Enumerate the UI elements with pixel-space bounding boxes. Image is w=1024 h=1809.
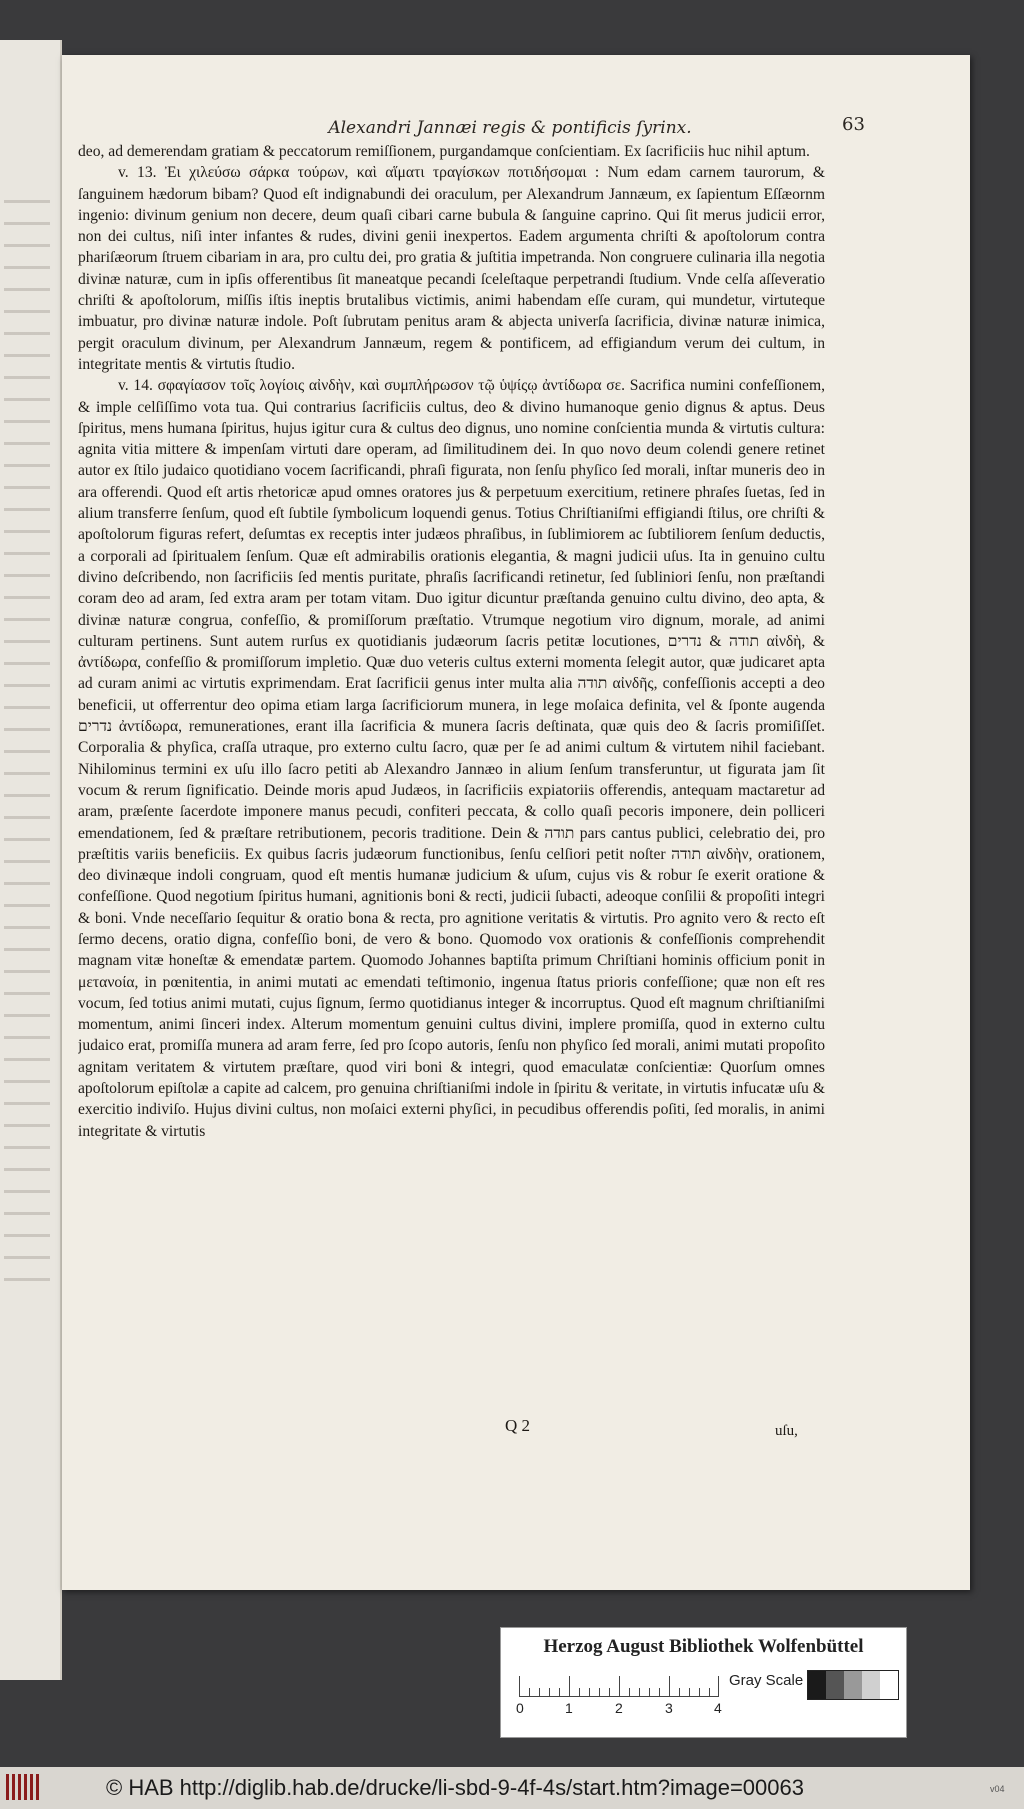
ruler-label: 1	[565, 1700, 573, 1716]
gray-scale-label: Gray Scale	[729, 1672, 804, 1689]
copyright-url[interactable]: © HAB http://diglib.hab.de/drucke/li-sbd-9-4f-4s/start.htm?image=00063	[106, 1775, 804, 1800]
facing-page-text-fragment	[4, 200, 50, 1300]
gray-swatch	[880, 1671, 898, 1699]
ruler-label: 3	[665, 1700, 673, 1716]
gray-swatch	[808, 1671, 826, 1699]
running-head: Alexandri Jannæi regis & pontificis ſyrinx.	[328, 118, 692, 138]
gray-scale-swatches	[807, 1670, 899, 1700]
catchword: uſu,	[775, 1423, 798, 1439]
version-tag: v04	[990, 1784, 1005, 1794]
signature-mark: Q 2	[505, 1416, 531, 1435]
ruler	[516, 1668, 722, 1716]
color-target-card	[500, 1627, 907, 1738]
gray-swatch	[826, 1671, 844, 1699]
ruler-label: 2	[615, 1700, 623, 1716]
page-number: 63	[842, 114, 865, 135]
ruler-label: 4	[714, 1700, 722, 1716]
gray-swatch	[844, 1671, 862, 1699]
body-text	[78, 141, 825, 1421]
paragraph: v. 14. σφαγίασον τοῖς λογίοις αἰνδὴν, καὶ συμπλήρωσον τῷ ὑψίςῳ ἀντίδωρα σε. Sacrifica numini confeſſionem, & imple celſiſſimo vota tua. Qui contrarius ſacrificiis cultus, deo & divino humanoque genio dignus & aptus. Deus ſpiritus, mens humana ſpiritus, hujus igitur cura & cultus deo dignus, uno nomine conſcientia munda & virtutis cultura: agnita vitia mittere & impenſam virtuti dare operam, ad ſimilitudinem dei. In quo novo deum colendi genere retinet autor ex ſtilo judaico quotidiano vocem ſacrificandi, phraſi figurata, non ſenſu phyſico ſed morali, inſtar muneris deo in ara offerendi. Quod eſt artis rhetoricæ apud omnes oratores jus & perpetuum exercitium, retinere phraſes ſuetas, ſed in alium transferre ſenſum, quod eſt ſubtile ſymbolicum loquendi genus. Totius Chriſtianiſmi effigiandi ſtilus, ore chriſti & apoſtolorum figuras refert, deſumtas ex receptis inter judæos phraſibus, in ſublimiorem ac ſubtiliorem ſenſum deductis, a corporali ad ſpiritualem ſenſum. Quæ eſt admirabilis orationis elegantia, & magni judicii uſus. Ita in genuino cultu divino deſcribendo, non ſacrificiis ſed mentis puritate, phraſis ſacrificandi retinetur, ſed ſubliniori ſenſu, non præſtandi coram deo ad aram, ſed extra aram per totam vitam. Duo igitur dicuntur præſtanda genuino cultu divino, deo apta, & divinæ naturæ congrua, confeſſio, & promiſſorum præſtatio. Vtrumque negotium viro dignum, morale, ad animi culturam pertinens. Sunt autem rurſus ex quotidianis judæorum ſacris petitæ locutiones, תודה & נדרים αἰνδὴ, & ἀντίδωρα, confeſſio & promiſſorum impletio. Quæ duo veteris cultus externi momenta ſelegit autor, quæ judicaret apta ad curam animi ac virtutis exprimendam. Erat ſacrificii genus inter multa alia תודה αἰνδῆς, confeſſionis accepti a deo beneficii, ut offerrentur deo opima etiam larga ſacrificiorum munera, in lege moſaica definita, vel & ſponte augenda נדרים ἀντίδωρα, remunerationes, erant illa ſacrificia & munera ſacris deſtinata, quæ quis deo & ſacris promiſiſſet. Corporalia & phyſica, craſſa utraque, pro externo cultu ſacro, quæ per ſe ad animi cultum & virtutem nihil faciebant. Nihilominus termini ex uſu illo ſacro petiti ab Alexandro Jannæo in alium ſenſum transferuntur, ut figurata jam ſit vocum & rerum ſignificatio. Deinde moris apud Judæos, in ſacrificiis expiatoriis offerendis, antequam mactaretur ad aram, præſente ſacerdote imponere manus pecudi, confiteri peccata, & collo quaſi pecoris imponere, dein polliceri emendationem, ſed & præſtare retributionem, pecoris traditione. Dein & תודה pars cantus publici, celebratio dei, pro præſtitis variis beneficiis. Ex quibus ſacris judæorum functionibus, ſenſu celſiori petit noſter תודה αἰνδὴν, orationem, deo divinæque indoli congruam, quod eſt mentis humanæ judicium & uſum, cujus vis & robur ſe exerit oratione & confeſſione. Quod negotium ſpiritus humani, agnitionis boni & recti, judicii ſubacti, adeoque conſilii & propoſiti integri & boni. Vnde neceſſario ſequitur & oratio bona & recta, pro agnitione veritatis & virtutis. Pro agnito vero & recto eſt ſermo decens, oratio digna, confeſſio boni, de vero & bono. Quomodo vox orationis & confeſſionis comprehendit magnam vitæ honeſtæ & emendatæ partem. Quomodo Johannes baptiſta primum Chriſtiani hominis officium ponit in μετανοία, in pœnitentia, in animi mutati ac emendati teſtimonio, ingenua ſtatus prioris confeſſione; quæ non eſt res vocum, ſed totius animi mutati, cujus ſignum, ſermo quotidianus integer & incorruptus. Quod eſt magnum chriſtianiſmi momentum, animi ſinceri index. Alterum momentum genuini cultus divini, implere promiſſa, quod in externo cultu judaico erat, promiſſa munera ad aram ferre, ſed pro ſcopo autoris, ſenſu non phyſico ſed morali, animi mutati propoſito agnitam veritatem & virtutem præſtare, quod viri boni & integri, quod emaculatæ conſcientiæ: Quorſum omnes apoſtolorum epiſtolæ a capite ad calcem, pro genuina chriſtianiſmi indole in ſpiritu & veritate, in virtutis infucatæ uſu & exercitio indiviſo. Hujus divini cultus, non moſaici externi phyſici, in pecudibus offerendis poſiti, ſed moralis, in animi integritate & virtutis	[78, 377, 825, 1140]
paragraph: v. 13. Ἐι χιλεύσω σάρκα τούρων, καὶ αἵματι τραγίσκων ποτιδήσομαι : Num edam carnem taurorum, & ſanguinem hædorum bibam? Quod eſt indignabundi dei oraculum, per Alexandrum Jannæum, ex ſapientum Eſſæornm ingenio: divinum genium non decere, deum quaſi cibari carne bubula & ſanguine caprino. Qui ſit merus judicii error, non dei cultus, niſi inter infantes & rudes, divini genii inexpertos. Eadem argumenta chriſti & apoſtolorum contra phariſæorum ſtruem cibariam in ara, pro cultu dei, pro gratia & juſtitia impetranda. Non congruere culinaria illa negotia divinæ naturæ, cum in ipſis offerentibus ſit maneatque pecandi ſceleſtaque perpetrandi ſtudium. Vnde celſa aſſeveratio chriſti & apoſtolorum, miſſis iſtis ineptis brutalibus victimis, animi habendam eſſe curam, qui mundetur, virtuteque imbuatur, pro divinæ naturæ indole. Poſt ſubrutam penitus aram & abjecta univerſa ſacrificia, divinæ naturæ inimica, pergit oraculum divinum, per Alexandrum Jannæum, regem & pontificem, ad effigiandum verum dei cultum, in integritate mentis & virtutis ſtudio.	[78, 164, 825, 373]
hab-logo-icon	[6, 1774, 42, 1800]
gray-swatch	[862, 1671, 880, 1699]
viewer-footer	[0, 1767, 1024, 1809]
paragraph: deo, ad demerendam gratiam & peccatorum remiſſionem, purgandamque conſcientiam. Ex ſacrificiis huc nihil aptum.	[78, 143, 810, 160]
facing-page-edge	[0, 40, 62, 1680]
library-name: Herzog August Bibliothek Wolfenbüttel	[543, 1636, 864, 1657]
ruler-label: 0	[516, 1700, 524, 1716]
